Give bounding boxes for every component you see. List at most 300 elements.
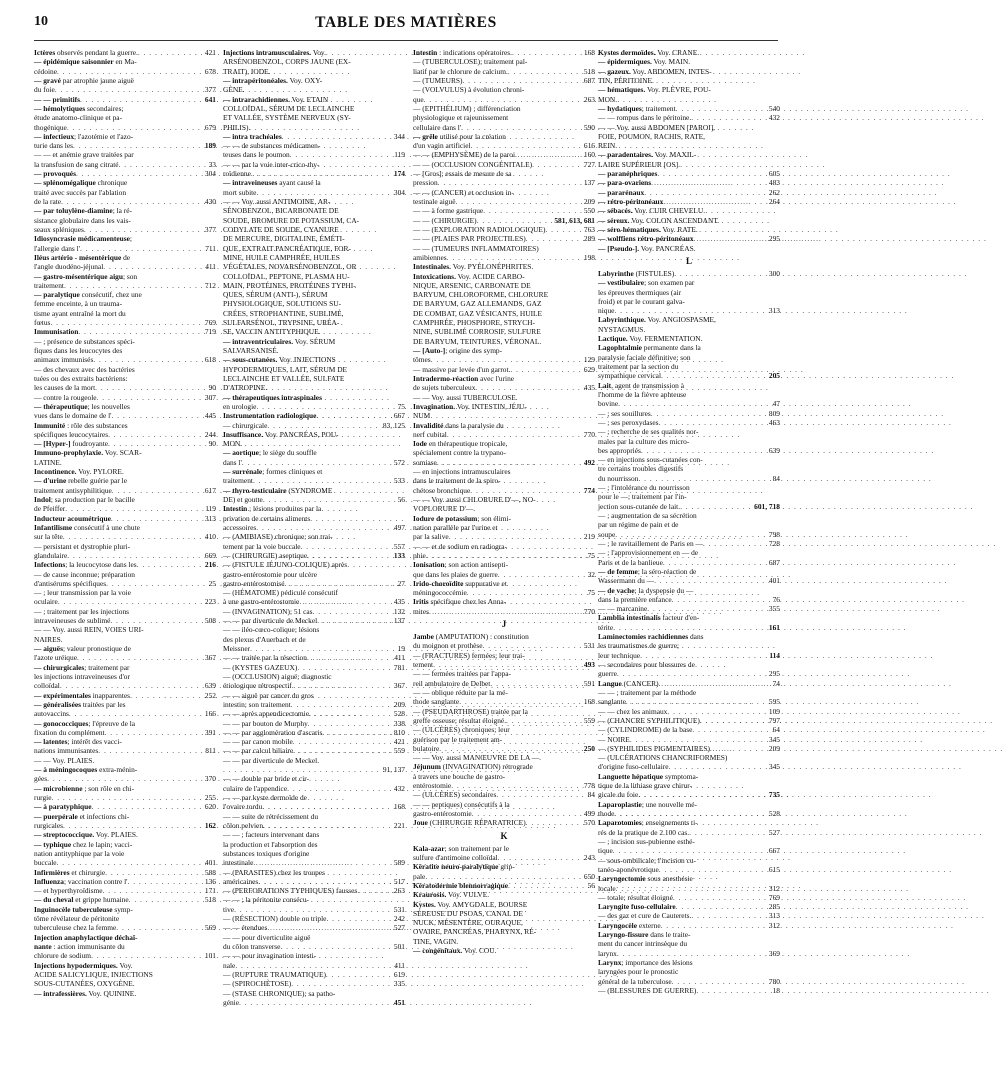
entry-text (598, 800, 697, 809)
entry-text (413, 95, 424, 104)
entry-text (34, 337, 135, 346)
entry-text (34, 961, 133, 970)
section-letter: L (685, 255, 692, 266)
entry-text (598, 595, 672, 604)
dot-leader (242, 458, 390, 467)
entry-detail: chez le lapin; vacci- (71, 839, 133, 849)
index-entry (598, 558, 780, 567)
page-reference: 84 (772, 473, 780, 483)
page-reference: 174 (393, 169, 405, 179)
entry-text (598, 930, 690, 939)
entry-text (34, 597, 58, 606)
entry-text (413, 262, 533, 271)
page-reference: 25 (208, 578, 216, 588)
entry-detail: — (OCCLUSION) aiguë; diagnostic (223, 671, 332, 681)
index-entry (223, 309, 405, 318)
entry-detail: reil ambulatoire de Delbet (413, 678, 491, 688)
entry-detail: d'origine fuso-cellulaire (598, 762, 669, 772)
entry-text (34, 178, 127, 187)
entry-detail: l'allergie dans l' (34, 243, 81, 253)
entry-text (34, 830, 138, 839)
dot-leader (661, 371, 765, 380)
index-entry (223, 756, 405, 765)
entry-text (413, 123, 461, 132)
index-entry (598, 641, 780, 650)
index-entry (223, 737, 405, 746)
entry-detail: — (PSEUDARTHROSE) traitée par la (413, 706, 528, 716)
index-entry (34, 365, 216, 374)
index-entry (34, 281, 216, 290)
page-reference: 679 (204, 122, 216, 132)
dot-leader (512, 48, 580, 57)
entry-detail: que dans les plaies de guerre (413, 569, 498, 579)
index-entry (34, 914, 216, 923)
entry-text (598, 353, 691, 362)
entry-heading: — généralisées (34, 699, 81, 709)
page-reference: 559 (583, 715, 595, 725)
page-reference: 463 (768, 417, 780, 427)
entry-text (598, 464, 683, 473)
entry-detail: gastro-entérostomisé (223, 578, 285, 588)
entry-text (223, 234, 345, 243)
index-entry (413, 299, 595, 308)
index-entry (34, 616, 216, 625)
entry-detail: — ; incision sus-pubienne esthé- (598, 836, 695, 846)
entry-text (413, 772, 505, 781)
entry-detail: — — et anémie grave traitées par (34, 150, 134, 160)
dot-leader (287, 784, 390, 793)
page-reference: 501 (393, 942, 405, 951)
entry-heading: — hématiques. (598, 85, 646, 95)
entry-text (413, 697, 459, 706)
entry-detail: par la salive (413, 532, 449, 542)
entry-heading: — congénitaux. (413, 946, 463, 956)
entry-text (598, 67, 712, 76)
entry-detail: SOUS-CUTANÉES, OXYGÈNE. (34, 979, 135, 989)
page-reference: 205 (768, 371, 780, 381)
entry-heading: — grêle (413, 131, 438, 141)
page-reference: 401 (204, 858, 216, 868)
dot-leader (116, 923, 201, 932)
dot-leader (308, 719, 390, 728)
entry-heading: Laparotomies (598, 818, 642, 828)
page-reference: 345 (768, 762, 780, 772)
entry-heading: Iodure de potassium (413, 513, 478, 523)
index-entry (413, 927, 595, 936)
page-reference: 250 (583, 743, 595, 753)
index-entry (598, 688, 780, 697)
entry-text (223, 905, 234, 914)
dot-leader (680, 502, 753, 511)
entry-text (34, 272, 137, 281)
dot-leader (613, 846, 765, 855)
dot-leader (510, 365, 580, 374)
entry-detail: oculaire (34, 597, 58, 607)
entry-detail: COLLOÏDAL, SÉRUM DE LECLAINCHE (223, 103, 355, 113)
page-reference: 432 (393, 783, 405, 793)
entry-detail: DE BARYUM, TEINTURES, VÉRONAL. (413, 336, 542, 346)
dot-leader (76, 169, 201, 178)
entry-detail: spécifique chez les Anna- (428, 597, 507, 607)
entry-detail: teuses dans le poumon (223, 150, 290, 160)
entry-detail: phie (413, 550, 426, 560)
index-entry (223, 691, 405, 700)
entry-heading: Labyrinthe (598, 268, 634, 278)
dot-leader (659, 679, 765, 688)
page-reference: 369 (768, 948, 780, 958)
entry-detail: — (CHANCRE SYPHILITIQUE) (598, 715, 700, 725)
entry-detail: sistance globulaire dans les vais- (34, 215, 131, 225)
entry-detail: leur technique (598, 650, 641, 660)
entry-text (413, 57, 527, 66)
index-entry (34, 700, 216, 709)
entry-text (223, 737, 293, 746)
entry-detail: ; son élimi- (477, 513, 512, 523)
index-entry (223, 700, 405, 709)
page-reference: 209 (393, 699, 405, 709)
dot-leader (80, 95, 201, 104)
entry-detail: — persistant et dystrophie pluri- (34, 541, 131, 551)
entry-detail: spécialement contre la trypano- (413, 448, 506, 458)
entry-text (413, 818, 526, 827)
dot-leader (84, 225, 201, 234)
entry-detail: à une gastro-entérostomie (223, 597, 300, 607)
page-reference: 430 (204, 197, 216, 206)
entry-text (413, 551, 426, 560)
entry-text (34, 309, 126, 318)
index-entry (413, 772, 595, 781)
entry-detail: DE MERCURE, DIGITALINE, ÉMÉTI- (223, 234, 345, 244)
dot-leader (293, 746, 390, 755)
entry-detail: tanéo-aponévrotique (598, 864, 659, 874)
index-entry (598, 884, 780, 893)
entry-text (598, 902, 676, 911)
entry-text (34, 346, 122, 355)
entry-detail: — — double par bride et cir- (223, 774, 310, 784)
entry-text (34, 393, 97, 402)
entry-text (598, 334, 702, 343)
dot-leader (55, 85, 201, 94)
dot-leader (669, 762, 766, 771)
dot-leader (57, 858, 201, 867)
index-entry (223, 681, 405, 690)
dot-leader (630, 735, 765, 744)
entry-heading: — de femme (598, 566, 638, 576)
entry-detail: QUES, SÉRUM (ANTI-), SÉRUM (223, 290, 328, 300)
entry-detail: — de cause inconnue; préparation (34, 569, 135, 579)
index-entry (413, 669, 595, 678)
entry-detail: SULFARSÉNOL, TRYPSINE, URÉA- (223, 318, 340, 328)
entry-text (413, 48, 512, 57)
entry-detail: tement (413, 660, 434, 669)
entry-text (223, 719, 308, 728)
page-reference: 810 (393, 727, 405, 737)
entry-detail: ; la séro-réaction de (637, 566, 697, 576)
index-column-4 (598, 48, 780, 995)
index-entry (34, 644, 216, 653)
index-entry (223, 467, 405, 476)
index-entry (34, 523, 216, 532)
entry-detail: — (ULCÈRES) chroniques; leur (413, 725, 510, 735)
page-reference: 518 (583, 66, 595, 76)
entry-text (223, 95, 328, 104)
index-entry (598, 95, 780, 104)
entry-text (223, 923, 267, 932)
entry-text (223, 402, 256, 411)
entry-detail: — (SPIROCHÈTOSE) (223, 979, 292, 989)
entry-detail: — ; traitement par les injections (34, 606, 130, 616)
entry-text (34, 728, 105, 737)
index-entry (34, 383, 216, 392)
entry-detail: NYSTAGMUS. (598, 324, 646, 334)
entry-detail: intraveineuses de sublimé (34, 616, 111, 626)
entry-text (598, 216, 719, 225)
index-entry (598, 921, 780, 930)
entry-text (598, 206, 705, 215)
entry-text (34, 979, 135, 988)
index-entry (413, 160, 595, 169)
entry-detail: pour le —; traitement par l'in- (598, 492, 687, 502)
index-entry (598, 57, 780, 66)
entry-text (34, 579, 106, 588)
index-entry (413, 123, 595, 132)
entry-detail: étude anatomo-clinique et pa- (34, 113, 123, 123)
entry-text (413, 169, 512, 178)
entry-text (223, 123, 250, 132)
dot-leader (106, 579, 201, 588)
entry-detail: — (AMIBIASE) chronique; son trai- (223, 532, 333, 542)
page-reference: 569 (204, 923, 216, 933)
entry-text (34, 868, 105, 877)
index-entry (34, 169, 216, 178)
index-entry (598, 381, 780, 390)
entry-heading: — séreux. (598, 215, 630, 225)
entry-detail: utilisé pour la création (437, 131, 506, 141)
dot-leader (91, 951, 201, 960)
entry-detail: du nourrisson (598, 473, 639, 483)
dot-leader (112, 486, 201, 495)
index-entry (413, 365, 595, 374)
entry-text (34, 709, 69, 718)
index-entry (598, 623, 780, 632)
entry-text (223, 858, 253, 867)
index-entry (598, 216, 780, 225)
entry-text (598, 197, 663, 206)
index-entry (223, 877, 405, 886)
index-entry (413, 688, 595, 697)
entry-text (223, 439, 242, 448)
entry-text (413, 383, 475, 392)
entry-text (413, 290, 548, 299)
entry-text (34, 504, 65, 513)
entry-detail: intestinale (223, 858, 254, 868)
entry-text (413, 467, 511, 476)
dot-leader (451, 781, 580, 790)
dot-leader (263, 821, 390, 830)
entry-detail: ACIDE SALICYLIQUE, INJECTIONS (34, 969, 153, 979)
index-entry (223, 374, 405, 383)
index-entry (598, 67, 780, 76)
entry-detail: — — rompus dans le péritoine. (598, 113, 692, 123)
entry-text (413, 476, 501, 485)
entry-heading: — wolffiens rétro-péritonéaux (598, 234, 694, 244)
dot-leader (661, 921, 765, 930)
entry-text (598, 790, 638, 799)
dot-leader (60, 681, 201, 690)
entry-heading: Laparoplastie (598, 799, 642, 809)
entry-text (34, 476, 127, 485)
entry-text (34, 244, 80, 253)
page-reference: 528 (393, 709, 405, 719)
entry-text (598, 762, 669, 771)
entry-text (598, 697, 626, 706)
entry-detail: cédoine (34, 66, 57, 76)
dot-leader (239, 998, 390, 1007)
index-entry (34, 355, 216, 364)
page-reference: 798 (768, 529, 780, 539)
entry-detail: — des gaz et cure de Cauterets. (598, 911, 692, 921)
entry-heading: Infirmières (34, 867, 70, 877)
entry-heading: — rétro-péritonéaux (598, 197, 664, 206)
entry-text (598, 492, 687, 501)
entry-text (598, 178, 651, 187)
entry-detail: turie dans les (34, 141, 73, 151)
dot-leader (64, 281, 201, 290)
entry-text (34, 877, 128, 886)
entry-text (34, 216, 131, 225)
index-entry (223, 346, 405, 355)
entry-text (34, 784, 134, 793)
page-reference: 198 (583, 252, 595, 262)
entry-text (34, 411, 111, 420)
entry-detail: tive (223, 904, 235, 914)
index-entry (413, 560, 595, 569)
dot-leader (267, 923, 390, 932)
entry-detail: de (121, 252, 131, 262)
entry-detail: étiologique rétrospectif (223, 681, 292, 691)
dot-leader (262, 802, 390, 811)
entry-detail: SOUDE, BROMURE DE POTASSIUM, CA- (223, 215, 360, 225)
entry-detail: chronique (95, 178, 128, 188)
entry-detail: fœtus (34, 318, 51, 328)
index-entry (223, 393, 405, 402)
page-reference: 262 (768, 187, 780, 197)
entry-text (598, 744, 710, 753)
page-reference: 687 (768, 557, 780, 567)
page-reference: 223 (204, 597, 216, 607)
index-entry (223, 188, 405, 197)
index-entry (223, 895, 405, 904)
entry-text (34, 951, 91, 960)
entry-text (34, 104, 124, 113)
entry-detail: accessoires (223, 522, 257, 532)
dot-leader (462, 76, 580, 85)
index-entry (413, 383, 595, 392)
index-entry (413, 402, 595, 411)
page-reference: 528 (768, 809, 780, 818)
dot-leader (438, 178, 580, 187)
entry-heading: — — primitifs (34, 94, 80, 104)
index-entry (223, 784, 405, 793)
index-entry (34, 178, 216, 187)
entry-heading: — paradentaires. (598, 150, 653, 160)
index-entry (598, 669, 780, 678)
index-entry (413, 290, 595, 299)
page-reference: 114 (769, 650, 780, 660)
entry-text (223, 868, 325, 877)
entry-text (34, 374, 128, 383)
index-entry (598, 977, 780, 986)
entry-detail: ; enseignements ti- (641, 818, 698, 828)
entry-heading: Iritis (413, 597, 429, 607)
dot-leader (63, 532, 201, 541)
entry-text (598, 409, 651, 418)
dot-leader (615, 530, 765, 539)
entry-detail: nation parallèle par l'urine et (413, 522, 498, 532)
entry-text (34, 588, 131, 597)
index-entry (34, 653, 216, 662)
entry-detail: nale (223, 960, 236, 970)
entry-text (223, 700, 291, 709)
index-entry (598, 613, 780, 622)
entry-detail: , agent de transmission à (611, 380, 685, 390)
entry-detail: — — (OCCLUSION CONGÉNITALE) (413, 159, 533, 169)
page-reference: 355 (768, 604, 780, 614)
entry-detail: thode (598, 809, 615, 818)
entry-detail: — ; l'approvisionnement en — de (598, 548, 699, 558)
index-entry (34, 439, 216, 448)
entry-detail: Voy. ANGIOSPASME, (645, 315, 716, 325)
entry-detail: seaux spléniques (34, 224, 84, 234)
entry-text (598, 576, 654, 585)
entry-detail: l'ovaire tordu (223, 802, 263, 812)
index-entry (598, 371, 780, 380)
dot-leader (647, 604, 765, 613)
entry-detail: jection sous-cutanée de lait. (598, 501, 681, 511)
index-entry (413, 542, 595, 551)
index-entry (598, 753, 780, 762)
page-reference: 244 (204, 429, 216, 439)
entry-detail: externe (637, 920, 661, 930)
entry-detail: génie (223, 997, 240, 1007)
entry-detail: VOPLORURE D'—. (413, 504, 476, 514)
entry-detail: — et hyperthyroïdisme (34, 886, 103, 896)
dot-leader (291, 700, 390, 709)
index-entry (223, 495, 405, 504)
entry-detail: Voy. PLÈVRE, POU- (645, 85, 711, 95)
entry-heading: — typhique (34, 839, 72, 849)
index-entry (223, 616, 405, 625)
dot-leader (67, 551, 201, 560)
entry-detail: pression (413, 178, 438, 188)
entry-detail: femme enceinte, à un trauma- (34, 299, 123, 309)
dot-leader (691, 911, 765, 920)
section-letter: K (500, 830, 508, 841)
page-reference: 129 (583, 355, 595, 365)
entry-detail: animaux immunisés (34, 355, 94, 365)
page-reference: 780 (768, 976, 780, 986)
dot-leader (617, 949, 765, 958)
entry-heading: — intraventriculaires. (223, 336, 294, 346)
entry-detail: chétose bronchique (413, 485, 471, 495)
index-entry (598, 800, 780, 809)
index-entry (598, 297, 780, 306)
dot-leader (526, 818, 580, 827)
dot-leader (640, 651, 765, 660)
entry-detail: LAIRE SUPÉRIEUR [OS]. (598, 159, 680, 169)
entry-heading: — hémolytiques (34, 103, 86, 113)
dot-leader (475, 383, 580, 392)
